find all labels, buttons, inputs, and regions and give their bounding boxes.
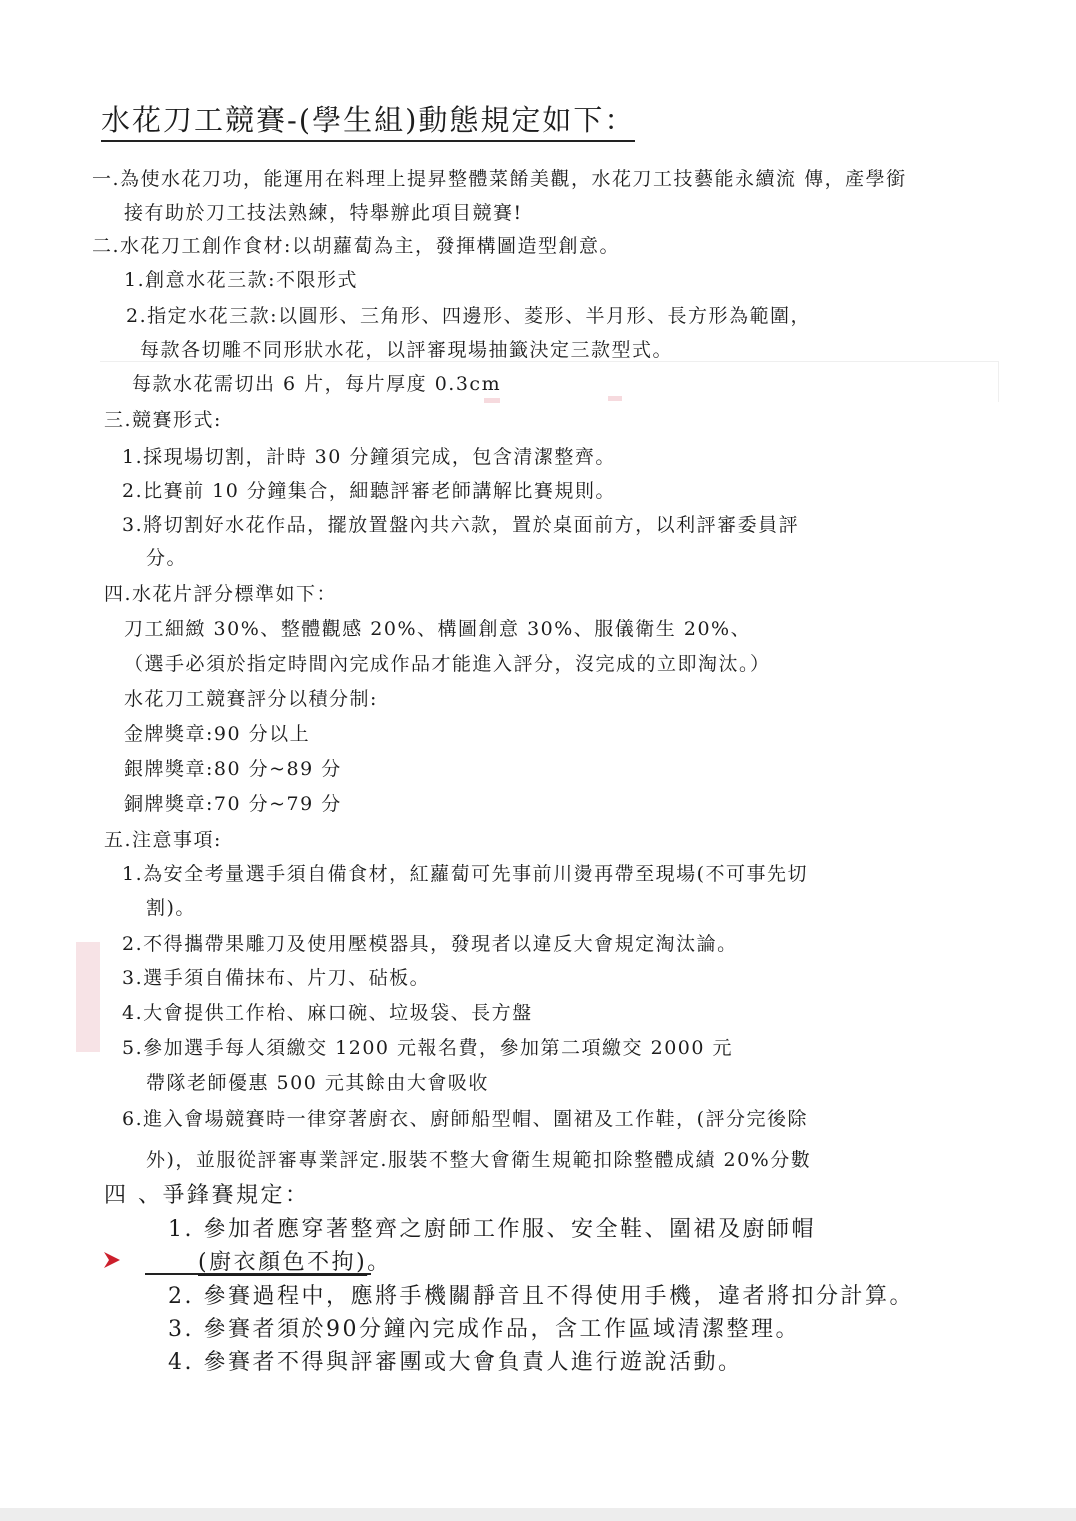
scoring-warning: （選手必須於指定時間內完成作品才能進入評分，沒完成的立即淘汰。） [124,653,771,675]
silver-medal-rule: 銀牌獎章:80 分~89 分 [124,758,342,780]
bronze-medal-rule: 銅牌獎章:70 分~79 分 [124,793,342,815]
notice-item2: 2.不得攜帶果雕刀及使用壓模器具，發現者以違反大會規定淘汰論。 [122,933,738,955]
section3-item1: 1.採現場切割，計時 30 分鐘須完成，包含清潔整齊。 [122,446,616,468]
contest-rule4: 4. 參賽者不得與評審團或大會負責人進行遊說活動。 [168,1350,743,1375]
section3-item3a: 3.將切割好水花作品，擺放置盤內共六款，置於桌面前方，以利評審委員評 [122,514,800,536]
contest-rule1b-end: 。 [367,1250,392,1275]
section2-item1: 1.創意水花三款:不限形式 [124,269,359,291]
section3-item3b: 分。 [146,547,188,569]
section4-heading: 四.水花片評分標準如下： [104,583,338,605]
bottom-band [0,1508,1076,1521]
uniform-color-note: (廚衣顏色不拘) [198,1250,368,1275]
gold-medal-rule: 金牌獎章:90 分以上 [124,723,311,745]
contest-rule1a: 1. 參加者應穿著整齊之廚師工作服、安全鞋、圍裙及廚師帽 [168,1217,816,1242]
notice-item6a: 6.進入會場競賽時一律穿著廚衣、廚師船型帽、圍裙及工作鞋，(評分完後除 [122,1108,809,1130]
notice-item1b: 割)。 [146,897,196,919]
scoring-system: 水花刀工競賽評分以積分制: [124,688,378,710]
section6-heading: 四 、爭鋒賽規定： [104,1183,310,1208]
section2-item2a: 2.指定水花三款:以圓形、三角形、四邊形、菱形、半月形、長方形為範圍， [126,305,812,327]
contest-rule1b [198,1249,392,1277]
notice-item6b: 外)，並服從評審專業評定.服裝不整大會衛生規範扣除整體成績 20%分數 [146,1149,812,1171]
section2-item2b: 每款各切雕不同形狀水花，以評審現場抽籤決定三款型式。 [140,339,674,361]
pink-smudge [484,398,500,403]
section1-line1: 一.為使水花刀功，能運用在料理上提昇整體菜餚美觀，水花刀工技藝能永續流 傳，產學銜 [92,168,907,190]
notice-item5a: 5.參加選手每人須繳交 1200 元報名費，參加第二項繳交 2000 元 [122,1037,733,1059]
contest-rule2: 2. 參賽過程中，應將手機關靜音且不得使用手機，違者將扣分計算。 [168,1284,914,1309]
scoring-criteria: 刀工細緻 30%、整體觀感 20%、構圖創意 30%、服儀衛生 20%、 [124,618,752,640]
notice-item4: 4.大會提供工作枱、麻口碗、垃圾袋、長方盤 [122,1002,533,1024]
pink-smudge [608,396,622,401]
red-arrowhead-icon [102,1250,122,1270]
section1-line2: 接有助於刀工技法熟練，特舉辦此項目競賽! [124,202,523,224]
page-title: 水花刀工競賽-(學生組)動態規定如下： [101,102,635,142]
section2-heading: 二.水花刀工創作食材:以胡蘿蔔為主，發揮構圖造型創意。 [92,235,620,257]
contest-rule3: 3. 參賽者須於90分鐘內完成作品，含工作區域清潔整理。 [168,1317,800,1342]
notice-item5b: 帶隊老師優惠 500 元其餘由大會吸收 [146,1072,489,1094]
notice-item1a: 1.為安全考量選手須自備食材，紅蘿蔔可先事前川燙再帶至現場(不可事先切 [122,863,809,885]
section5-heading: 五.注意事項: [104,829,222,851]
pink-highlight-mark [76,942,100,1052]
section2-note: 每款水花需切出 6 片，每片厚度 0.3cm [132,373,502,395]
section3-item2: 2.比賽前 10 分鐘集合，細聽評審老師講解比賽規則。 [122,480,616,502]
section3-heading: 三.競賽形式: [104,409,222,431]
notice-item3: 3.選手須自備抹布、片刀、砧板。 [122,967,431,989]
